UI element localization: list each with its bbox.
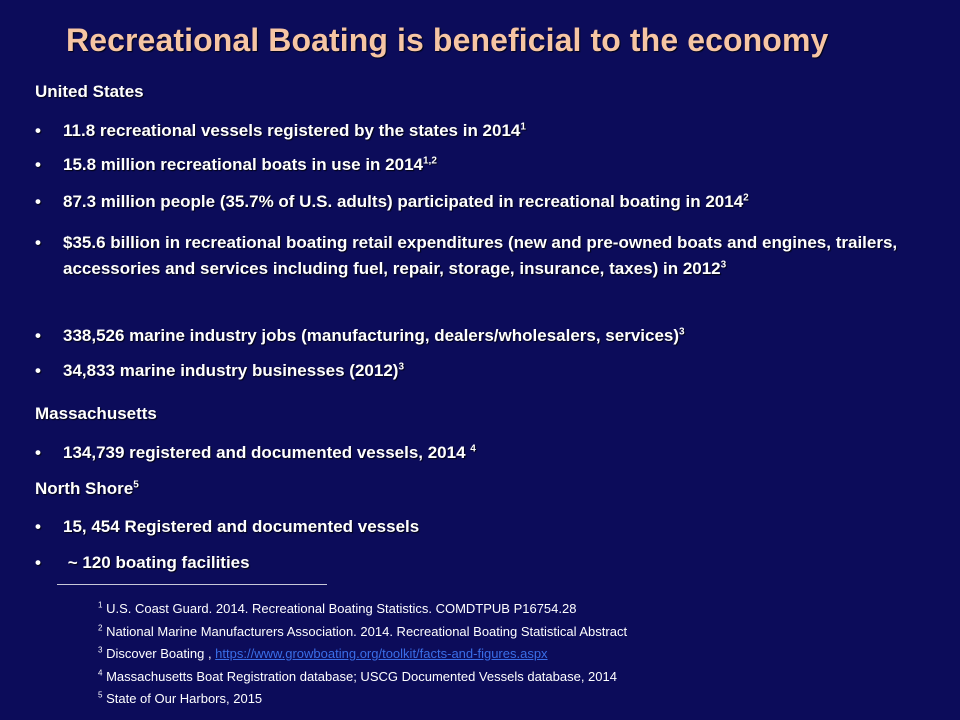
bullet-text: 134,739 registered and documented vessels, 2014: [63, 443, 471, 462]
bullet-dot: •: [35, 443, 41, 462]
footnote-text: Massachusetts Boat Registration database; USCG Documented Vessels database, 2014: [102, 669, 617, 684]
bullet-text: 11.8 recreational vessels registered by the states in 2014: [63, 121, 521, 140]
bullet-item: [35, 323, 685, 349]
citation-sup: 3: [679, 326, 685, 338]
section-heading-united-states: United States: [35, 82, 144, 101]
footnote-number: 1: [98, 600, 103, 610]
bullet-text: 34,833 marine industry businesses (2012): [63, 361, 399, 380]
bullet-item: [35, 514, 419, 540]
footnote: [98, 669, 617, 685]
footnote-text: U.S. Coast Guard. 2014. Recreational Boating Statistics. COMDTPUB P16754.28: [102, 601, 577, 616]
footnote-separator: [57, 584, 327, 585]
heading-text: North Shore: [35, 479, 134, 498]
bullet-dot: •: [35, 233, 41, 252]
citation-sup: 4: [470, 443, 476, 455]
footnote-number: 3: [98, 645, 103, 655]
section-heading-north-shore: [35, 479, 139, 499]
footnote: [98, 601, 576, 617]
bullet-dot: •: [35, 155, 41, 174]
section-heading-massachusetts: Massachusetts: [35, 404, 157, 423]
footnote-number: 2: [98, 623, 103, 633]
citation-sup: 1: [520, 121, 526, 133]
citation-sup: 3: [398, 361, 405, 373]
bullet-text: ~ 120 boating facilities: [63, 553, 250, 572]
footnote-number: 4: [98, 668, 103, 678]
bullet-dot: •: [35, 326, 41, 345]
bullet-text: 338,526 marine industry jobs (manufacturing, dealers/wholesalers, services): [63, 326, 680, 345]
bullet-text: 87.3 million people (35.7% of U.S. adults) participated in recreational boating in 2014: [63, 192, 744, 211]
footnote-number: 5: [98, 690, 103, 700]
footnote: [98, 691, 262, 707]
citation-sup: 2: [743, 192, 749, 204]
bullet-dot: •: [35, 517, 41, 536]
bullet-text: $35.6 billion in recreational boating retail expenditures (new and pre-owned boats and engines, trailers, accessories and services including fuel, repair, storage, insurance, taxes) in 2012: [63, 233, 898, 278]
bullet-item: [35, 230, 923, 282]
bullet-item: [35, 189, 749, 215]
slide-title: Recreational Boating is beneficial to the economy: [66, 22, 829, 58]
citation-sup: 1,2: [422, 155, 437, 167]
bullet-item: [35, 550, 250, 576]
footnote: [98, 624, 627, 640]
bullet-item: [35, 440, 476, 466]
footnote-text: Discover Boating ,: [102, 646, 216, 661]
footnote-link[interactable]: https://www.growboating.org/toolkit/facts-and-figures.aspx: [215, 646, 548, 661]
bullet-item: [35, 358, 404, 384]
footnote-text: State of Our Harbors, 2015: [102, 691, 263, 706]
bullet-dot: •: [35, 361, 41, 380]
bullet-text: 15, 454 Registered and documented vessels: [63, 517, 420, 536]
footnote: [98, 646, 548, 662]
bullet-dot: •: [35, 121, 41, 140]
footnote-text: National Marine Manufacturers Association. 2014. Recreational Boating Statistical Abstract: [102, 624, 628, 639]
bullet-text: 15.8 million recreational boats in use in 2014: [63, 155, 423, 174]
citation-sup: 5: [133, 479, 139, 491]
bullet-dot: •: [35, 192, 41, 211]
bullet-item: [35, 118, 526, 144]
bullet-item: [35, 152, 437, 178]
bullet-dot: •: [35, 553, 41, 572]
citation-sup: 3: [720, 259, 727, 271]
